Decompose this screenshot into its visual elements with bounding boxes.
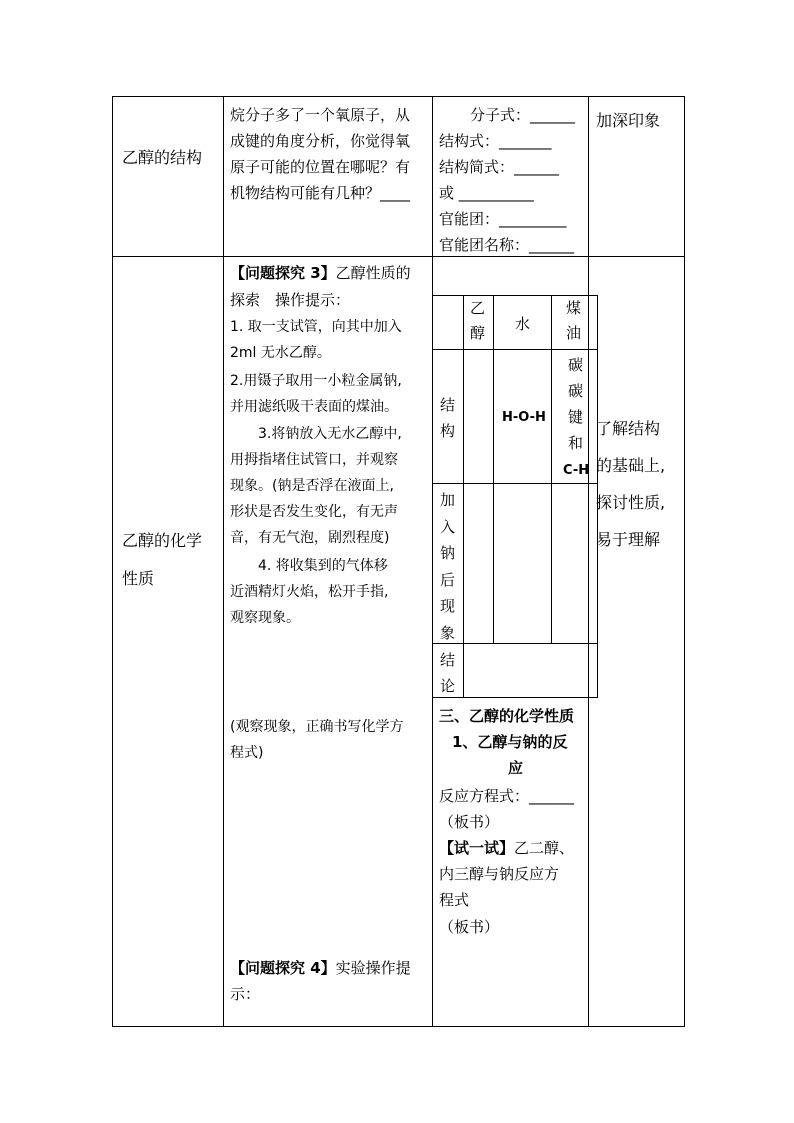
- inner-table-line: [432, 643, 598, 644]
- step-4-line: 观察现象。: [230, 610, 300, 626]
- row1-purpose: 加深印象: [596, 111, 661, 130]
- step-1-line: 2ml 无水乙醇。: [230, 345, 331, 361]
- table-border-top: [112, 96, 685, 97]
- question-line: 原子可能的位置在哪呢？有: [230, 158, 411, 176]
- inquiry-4-heading: [230, 955, 411, 981]
- question-line: 机物结构可能有几种？____: [230, 184, 411, 202]
- sub-heading-line: 1、乙醇与钠的反: [452, 733, 568, 751]
- header-ethanol-char: 乙醇: [470, 299, 486, 342]
- kerosene-structure-char: 和: [568, 434, 584, 452]
- step-3-line: 音，有无气泡，剧烈程度): [230, 530, 390, 546]
- table-col-divider-2: [432, 96, 433, 1027]
- section-heading: 三、乙醇的化学性质: [439, 707, 575, 725]
- board-note: （板书）: [439, 813, 500, 831]
- table-border-left: [112, 96, 113, 1027]
- table-border-right: [684, 96, 685, 1027]
- purpose-line: 易于理解: [596, 530, 661, 549]
- inner-table-line: [463, 295, 464, 697]
- inner-table-line: [432, 697, 598, 698]
- kerosene-structure-char: 键: [568, 408, 584, 426]
- functional-group-name-field: 官能团名称：______: [439, 236, 575, 254]
- table-border-bottom: [112, 1026, 685, 1027]
- row2-title-line1: 乙醇的化学: [122, 531, 203, 550]
- table-row-divider: [112, 256, 685, 257]
- row2-title-line2: 性质: [122, 569, 155, 588]
- step-4-line: 4. 将收集到的气体移: [230, 558, 388, 574]
- step-2-line: 并用滤纸吸干表面的煤油。: [230, 399, 398, 415]
- table-col-divider-3: [588, 96, 589, 1027]
- inner-table-line: [432, 349, 598, 350]
- inquiry-4-label: 【问题探究 4】: [230, 959, 336, 977]
- condensed-formula-field: 结构简式：______: [439, 158, 560, 176]
- purpose-line: 探讨性质,: [596, 493, 666, 512]
- header-kerosene-char: 煤油: [566, 299, 582, 342]
- inquiry-3-title: 乙醇性质的: [335, 264, 411, 282]
- row-label-conclusion: 结论: [440, 651, 456, 695]
- inquiry-3-heading: [230, 260, 411, 286]
- alternative-formula-field: 或 __________: [439, 184, 534, 202]
- step-3-line: 现象。(钠是否浮在液面上,: [230, 478, 394, 494]
- try-it-line: [439, 835, 574, 861]
- step-1-line: 1. 取一支试管，向其中加入: [230, 319, 402, 335]
- header-water: 水: [515, 315, 531, 333]
- inner-table-line: [551, 295, 552, 643]
- try-it-text-line: 内三醇与钠反应方: [439, 865, 560, 883]
- observe-note-line: 程式): [230, 745, 264, 761]
- inquiry-4-title: 实验操作提: [335, 959, 411, 977]
- try-it-label: 【试一试】: [439, 839, 515, 857]
- inquiry-3-line: 探索 操作提示：: [230, 291, 351, 309]
- row-label-sodium: 加入钠后现象: [440, 491, 456, 642]
- kerosene-structure-char: 碳: [568, 382, 584, 400]
- row1-title: 乙醇的结构: [122, 148, 203, 167]
- board-note: （板书）: [439, 918, 500, 936]
- step-3-line: 用拇指堵住试管口，并观察: [230, 452, 398, 468]
- structural-formula-field: 结构式：_______: [439, 132, 552, 150]
- step-3-line: 形状是否发生变化，有无声: [230, 504, 398, 520]
- try-it-text-line: 程式: [439, 891, 470, 909]
- row-label-structure: 结构: [440, 396, 456, 440]
- inner-table-line: [493, 295, 494, 643]
- step-3-line: 3.将钠放入无水乙醇中,: [230, 426, 402, 442]
- question-line: 烷分子多了一个氧原子，从: [230, 106, 411, 124]
- kerosene-structure-ch: C-H: [563, 463, 590, 478]
- sub-heading-line: 应: [508, 759, 524, 777]
- table-col-divider-1: [223, 96, 224, 1027]
- try-it-text: 乙二醇、: [514, 839, 575, 857]
- inquiry-4-line: 示：: [230, 985, 261, 1003]
- water-structure: H-O-H: [502, 410, 546, 425]
- reaction-equation-field: 反应方程式：______: [439, 787, 575, 805]
- inquiry-3-label: 【问题探究 3】: [230, 264, 336, 282]
- observe-note-line: (观察现象，正确书写化学方: [230, 719, 404, 735]
- purpose-line: 的基础上,: [596, 456, 666, 475]
- question-line: 成键的角度分析，你觉得氧: [230, 132, 411, 150]
- purpose-line: 了解结构: [596, 419, 661, 438]
- molecular-formula-field: 分子式：______: [470, 106, 576, 124]
- functional-group-field: 官能团：_________: [439, 210, 567, 228]
- step-2-line: 2.用镊子取用一小粒金属钠,: [230, 373, 402, 389]
- kerosene-structure-char: 碳: [568, 356, 584, 374]
- step-4-line: 近酒精灯火焰，松开手指,: [230, 584, 389, 600]
